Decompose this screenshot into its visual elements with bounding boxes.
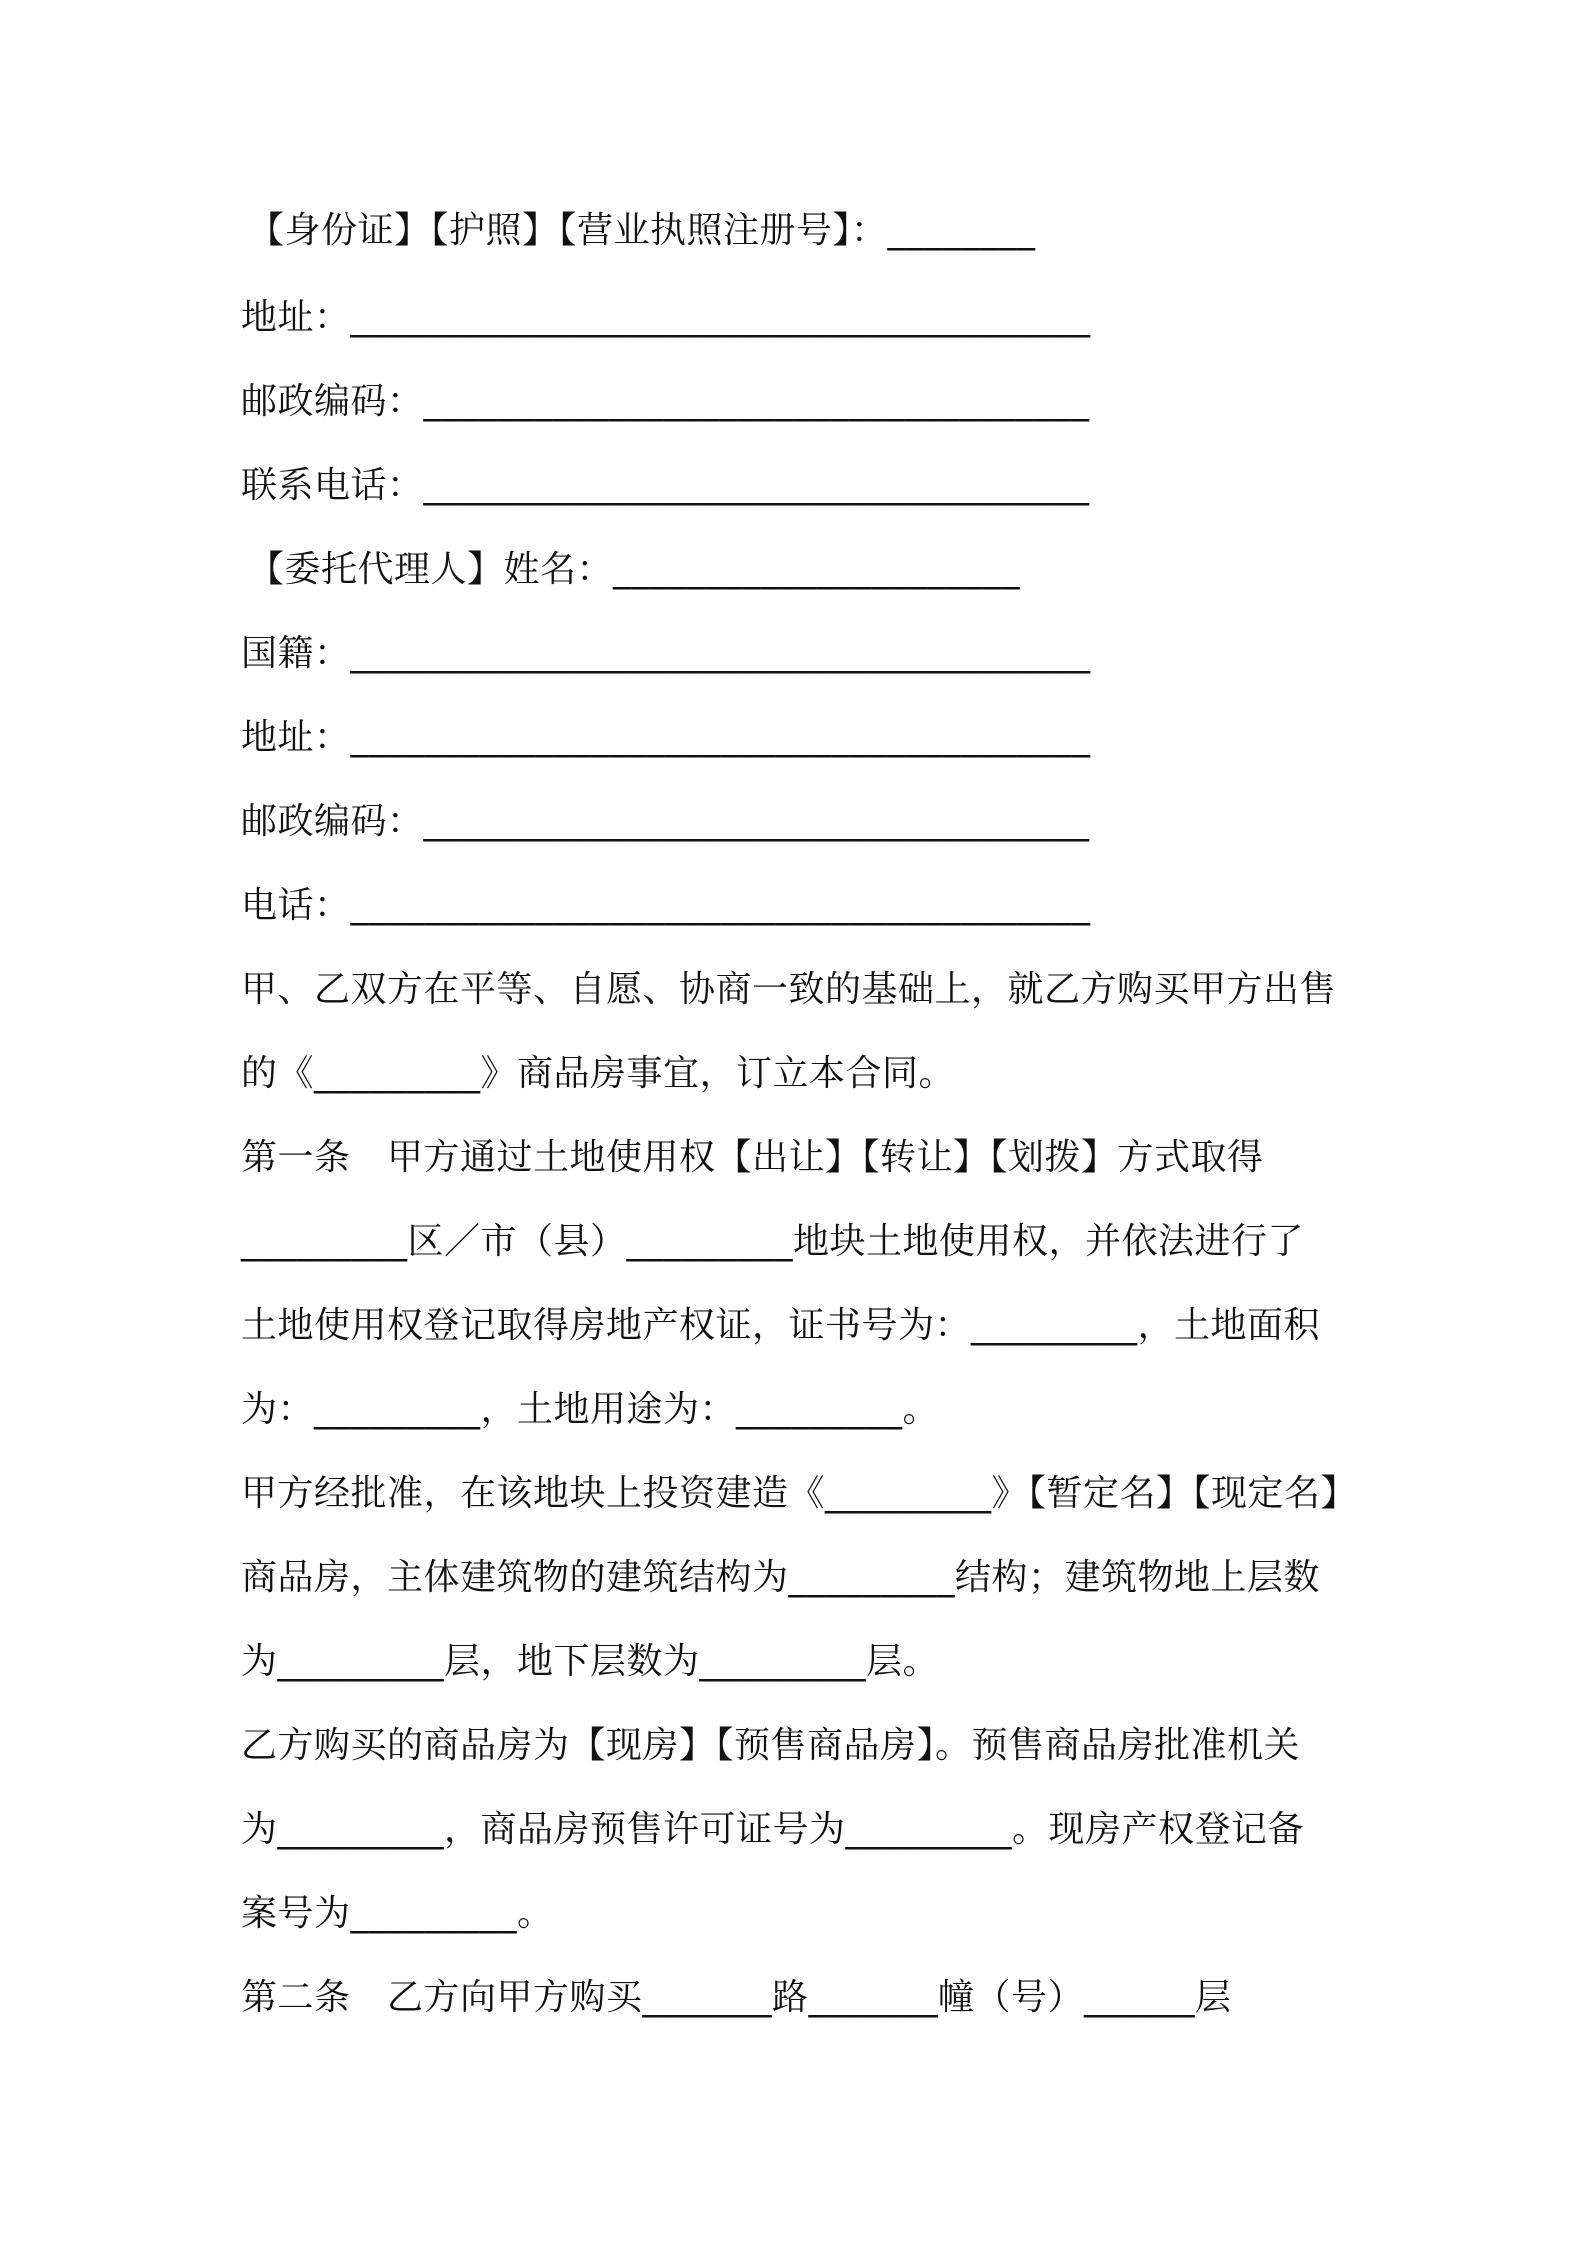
agent-name-line: 【委托代理人】姓名：______________________ — [248, 549, 1021, 590]
address-line: 地址：________________________________________ — [241, 297, 1091, 338]
article-1-line-3: 土地使用权登记取得房地产权证，证书号为：_________，土地面积 — [241, 1305, 1321, 1346]
presale-line-2: 为_________，商品房预售许可证号为_________。现房产权登记备 — [241, 1809, 1305, 1850]
construction-line-1: 甲方经批准，在该地块上投资建造《_________》【暂定名】【现定名】 — [241, 1473, 1358, 1514]
agent-phone-line: 电话：________________________________________ — [241, 885, 1091, 926]
presale-line-3: 案号为_________。 — [241, 1893, 554, 1934]
postal-code-line: 邮政编码：____________________________________ — [241, 381, 1090, 422]
article-1-line-2: _________区／市（县）_________地块土地使用权，并依法进行了 — [241, 1221, 1305, 1262]
preamble-line-2: 的《_________》商品房事宜，订立本合同。 — [241, 1053, 956, 1094]
contact-phone-line: 联系电话：____________________________________ — [241, 465, 1090, 506]
article-2-line-1: 第二条 乙方向甲方购买_______路_______幢（号）______层 — [241, 1977, 1232, 2018]
construction-line-3: 为_________层，地下层数为_________层。 — [241, 1641, 940, 1682]
agent-address-line: 地址：________________________________________ — [241, 717, 1091, 758]
article-1-line-4: 为：_________，土地用途为：_________。 — [241, 1389, 940, 1430]
agent-postal-code-line: 邮政编码：____________________________________ — [241, 801, 1090, 842]
preamble-line-1: 甲、乙双方在平等、自愿、协商一致的基础上，就乙方购买甲方出售 — [241, 969, 1337, 1010]
article-1-line-1: 第一条 甲方通过土地使用权【出让】【转让】【划拨】方式取得 — [241, 1137, 1264, 1178]
id-document-line: 【身份证】【护照】【营业执照注册号】：________ — [248, 210, 1036, 251]
construction-line-2: 商品房，主体建筑物的建筑结构为_________结构；建筑物地上层数 — [241, 1557, 1321, 1598]
presale-line-1: 乙方购买的商品房为【现房】【预售商品房】。预售商品房批准机关 — [241, 1725, 1301, 1766]
nationality-line: 国籍：________________________________________ — [241, 633, 1091, 674]
